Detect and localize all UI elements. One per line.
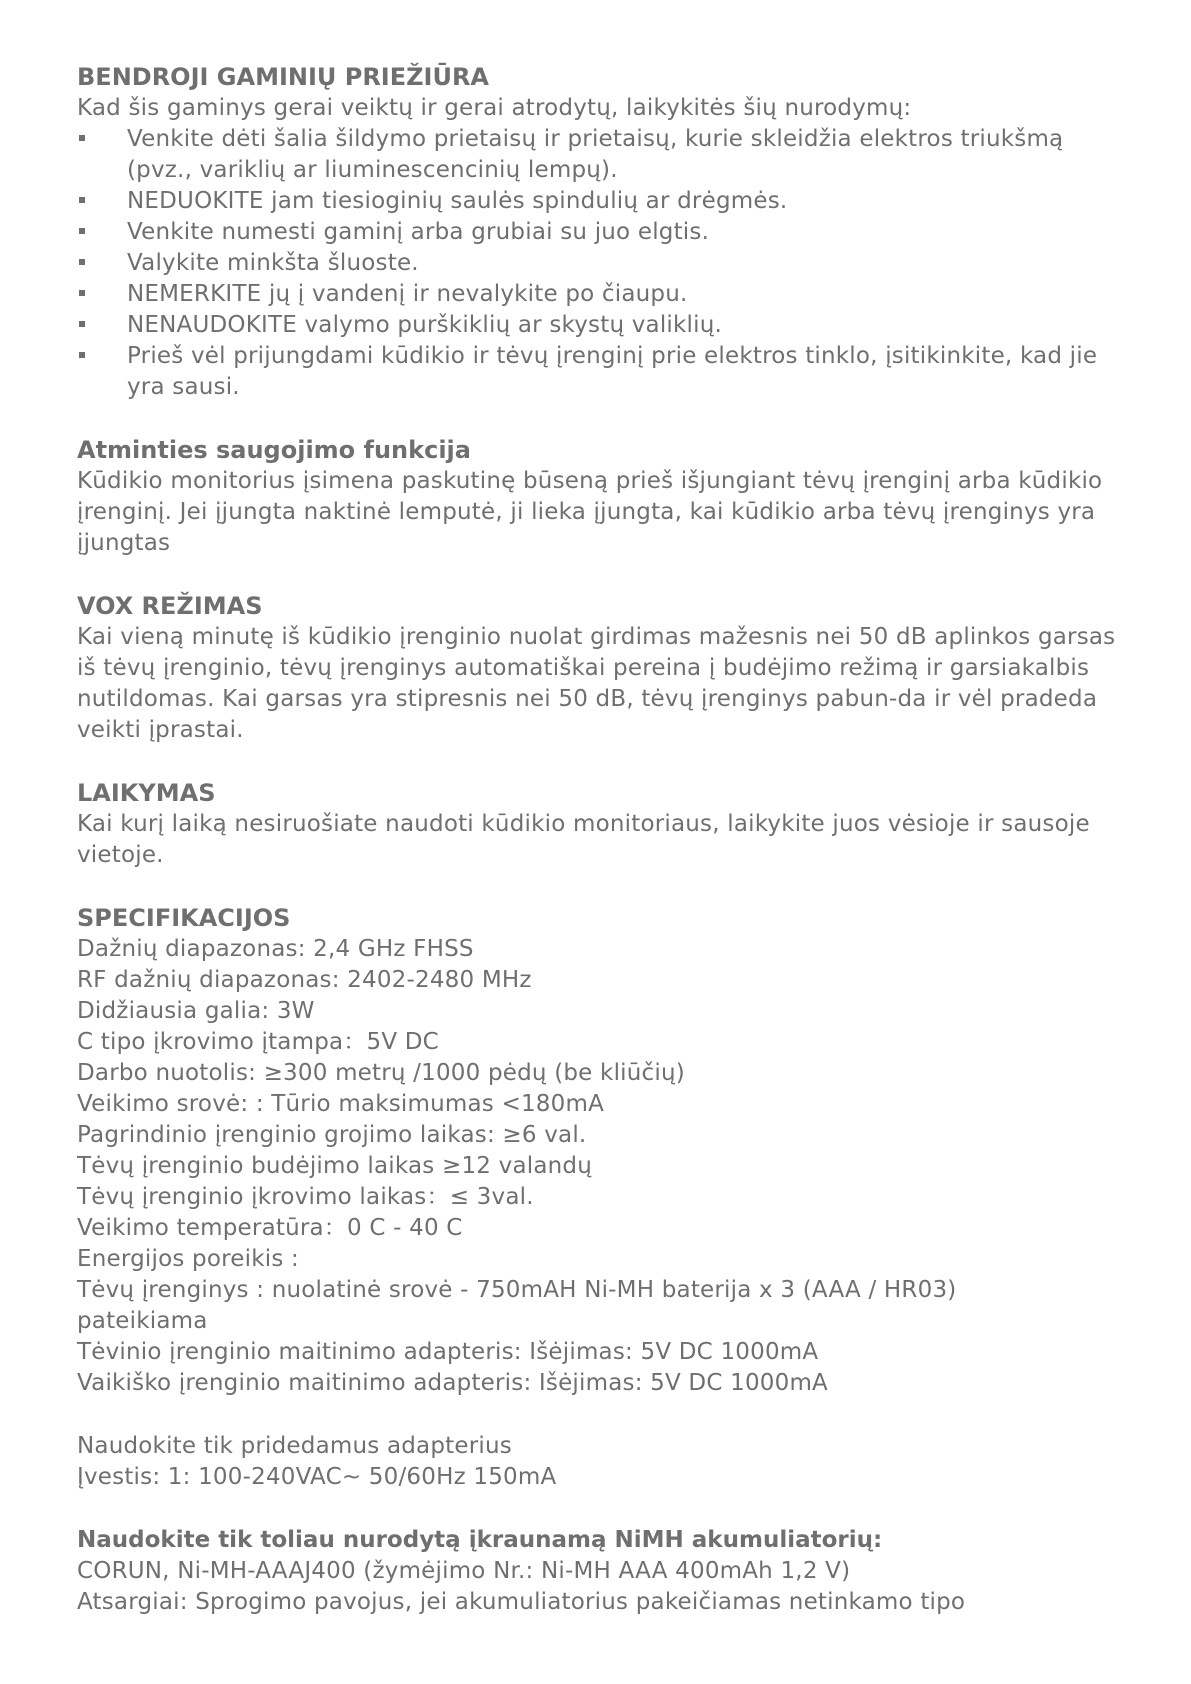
battery-title: Naudokite tik toliau nurodytą įkraunamą NiMH akumuliatorių: <box>77 1527 883 1553</box>
vox-text: Kai vieną minutę iš kūdikio įrenginio nuolat girdimas mažesnis nei 50 dB aplinkos garsas iš tėvų įrenginio, tėvų įrenginys automatiškai pereina į budėjimo režimą ir garsiakalbis nutildomas. Kai garsas yra stipresnis nei 50 dB, tėvų įrenginys pabun-da ir vėl pradeda veikti įprastai. <box>77 624 1116 743</box>
adapter-line: Įvestis: 1: 100-240VAC~ 50/60Hz 150mA <box>77 1464 557 1490</box>
memory-section <box>77 435 1117 559</box>
list-item: Venkite dėti šalia šildymo prietaisų ir prietaisų, kurie skleidžia elektros triukšmą (pvz., variklių ar liuminescencinių lempų). <box>77 124 1117 186</box>
battery-section <box>77 1525 1117 1618</box>
care-title: BENDROJI GAMINIŲ PRIEŽIŪRA <box>77 63 490 91</box>
spacer <box>77 403 1117 435</box>
list-item: NEMERKITE jų į vandenį ir nevalykite po čiaupu. <box>77 279 1117 310</box>
spec-line: Dažnių diapazonas: 2,4 GHz FHSS <box>77 936 474 962</box>
vox-section <box>77 591 1117 746</box>
spacer <box>77 746 1117 778</box>
bullet-icon <box>77 248 97 279</box>
spec-line: Pagrindinio įrenginio grojimo laikas: ≥6 val. <box>77 1122 587 1148</box>
list-item: NENAUDOKITE valymo purškiklių ar skystų valiklių. <box>77 310 1117 341</box>
adapter-line: Naudokite tik pridedamus adapterius <box>77 1433 512 1459</box>
storage-section <box>77 778 1117 871</box>
bullet-icon <box>77 217 97 248</box>
spec-line: Tėvų įrenginio įkrovimo laikas：≤ 3val. <box>77 1184 534 1210</box>
spec-line: Vaikiško įrenginio maitinimo adapteris: Išėjimas: 5V DC 1000mA <box>77 1370 828 1396</box>
spec-line: C tipo įkrovimo įtampa：5V DC <box>77 1029 439 1055</box>
storage-text: Kai kurį laiką nesiruošiate naudoti kūdikio monitoriaus, laikykite juos vėsioje ir sausoje vietoje. <box>77 811 1090 868</box>
care-section <box>77 62 1117 403</box>
vox-title: VOX REŽIMAS <box>77 592 263 620</box>
memory-text: Kūdikio monitorius įsimena paskutinę būseną prieš išjungiant tėvų įrenginį arba kūdikio įrenginį. Jei įjungta naktinė lemputė, ji lieka įjungta, kai kūdikio arba tėvų įrenginys yra įjungtas <box>77 468 1103 556</box>
battery-line: CORUN, Ni-MH-AAAJ400 (žymėjimo Nr.: Ni-MH AAA 400mAh 1,2 V) <box>77 1558 851 1584</box>
list-item: Venkite numesti gaminį arba grubiai su juo elgtis. <box>77 217 1117 248</box>
document-page <box>77 62 1117 1618</box>
list-item: Prieš vėl prijungdami kūdikio ir tėvų įrenginį prie elektros tinklo, įsitikinkite, kad jie yra sausi. <box>77 341 1117 403</box>
spec-line: Tėvų įrenginio budėjimo laikas ≥12 valandų <box>77 1153 592 1179</box>
spacer <box>77 1493 1117 1525</box>
spacer <box>77 1399 1117 1431</box>
spec-line: Energijos poreikis : <box>77 1246 299 1272</box>
spec-line: pateikiama <box>77 1308 208 1334</box>
spec-line: RF dažnių diapazonas: 2402-2480 MHz <box>77 967 532 993</box>
list-item: Valykite minkšta šluoste. <box>77 248 1117 279</box>
spec-line: Darbo nuotolis: ≥300 metrų /1000 pėdų (be kliūčių) <box>77 1060 685 1086</box>
storage-title: LAIKYMAS <box>77 779 216 807</box>
bullet-icon <box>77 186 97 217</box>
specs-section <box>77 903 1117 1399</box>
spec-line: Veikimo temperatūra：0 C - 40 C <box>77 1215 463 1241</box>
care-intro: Kad šis gaminys gerai veiktų ir gerai atrodytų, laikykitės šių nurodymų: <box>77 95 912 121</box>
spec-line: Veikimo srovė: : Tūrio maksimumas <180mA <box>77 1091 605 1117</box>
bullet-icon <box>77 279 97 310</box>
spacer <box>77 559 1117 591</box>
battery-line: Atsargiai: Sprogimo pavojus, jei akumuliatorius pakeičiamas netinkamo tipo <box>77 1589 966 1615</box>
bullet-icon <box>77 124 97 155</box>
memory-title: Atminties saugojimo funkcija <box>77 436 471 464</box>
care-list <box>77 124 1117 403</box>
spacer <box>77 871 1117 903</box>
spec-line: Tėvinio įrenginio maitinimo adapteris: Išėjimas: 5V DC 1000mA <box>77 1339 819 1365</box>
spec-line: Tėvų įrenginys : nuolatinė srovė - 750mAH Ni-MH baterija x 3 (AAA / HR03) <box>77 1277 957 1303</box>
adapters-section <box>77 1431 1117 1493</box>
spec-line: Didžiausia galia: 3W <box>77 998 315 1024</box>
bullet-icon <box>77 341 97 372</box>
list-item: NEDUOKITE jam tiesioginių saulės spindulių ar drėgmės. <box>77 186 1117 217</box>
bullet-icon <box>77 310 97 341</box>
specs-title: SPECIFIKACIJOS <box>77 904 291 932</box>
